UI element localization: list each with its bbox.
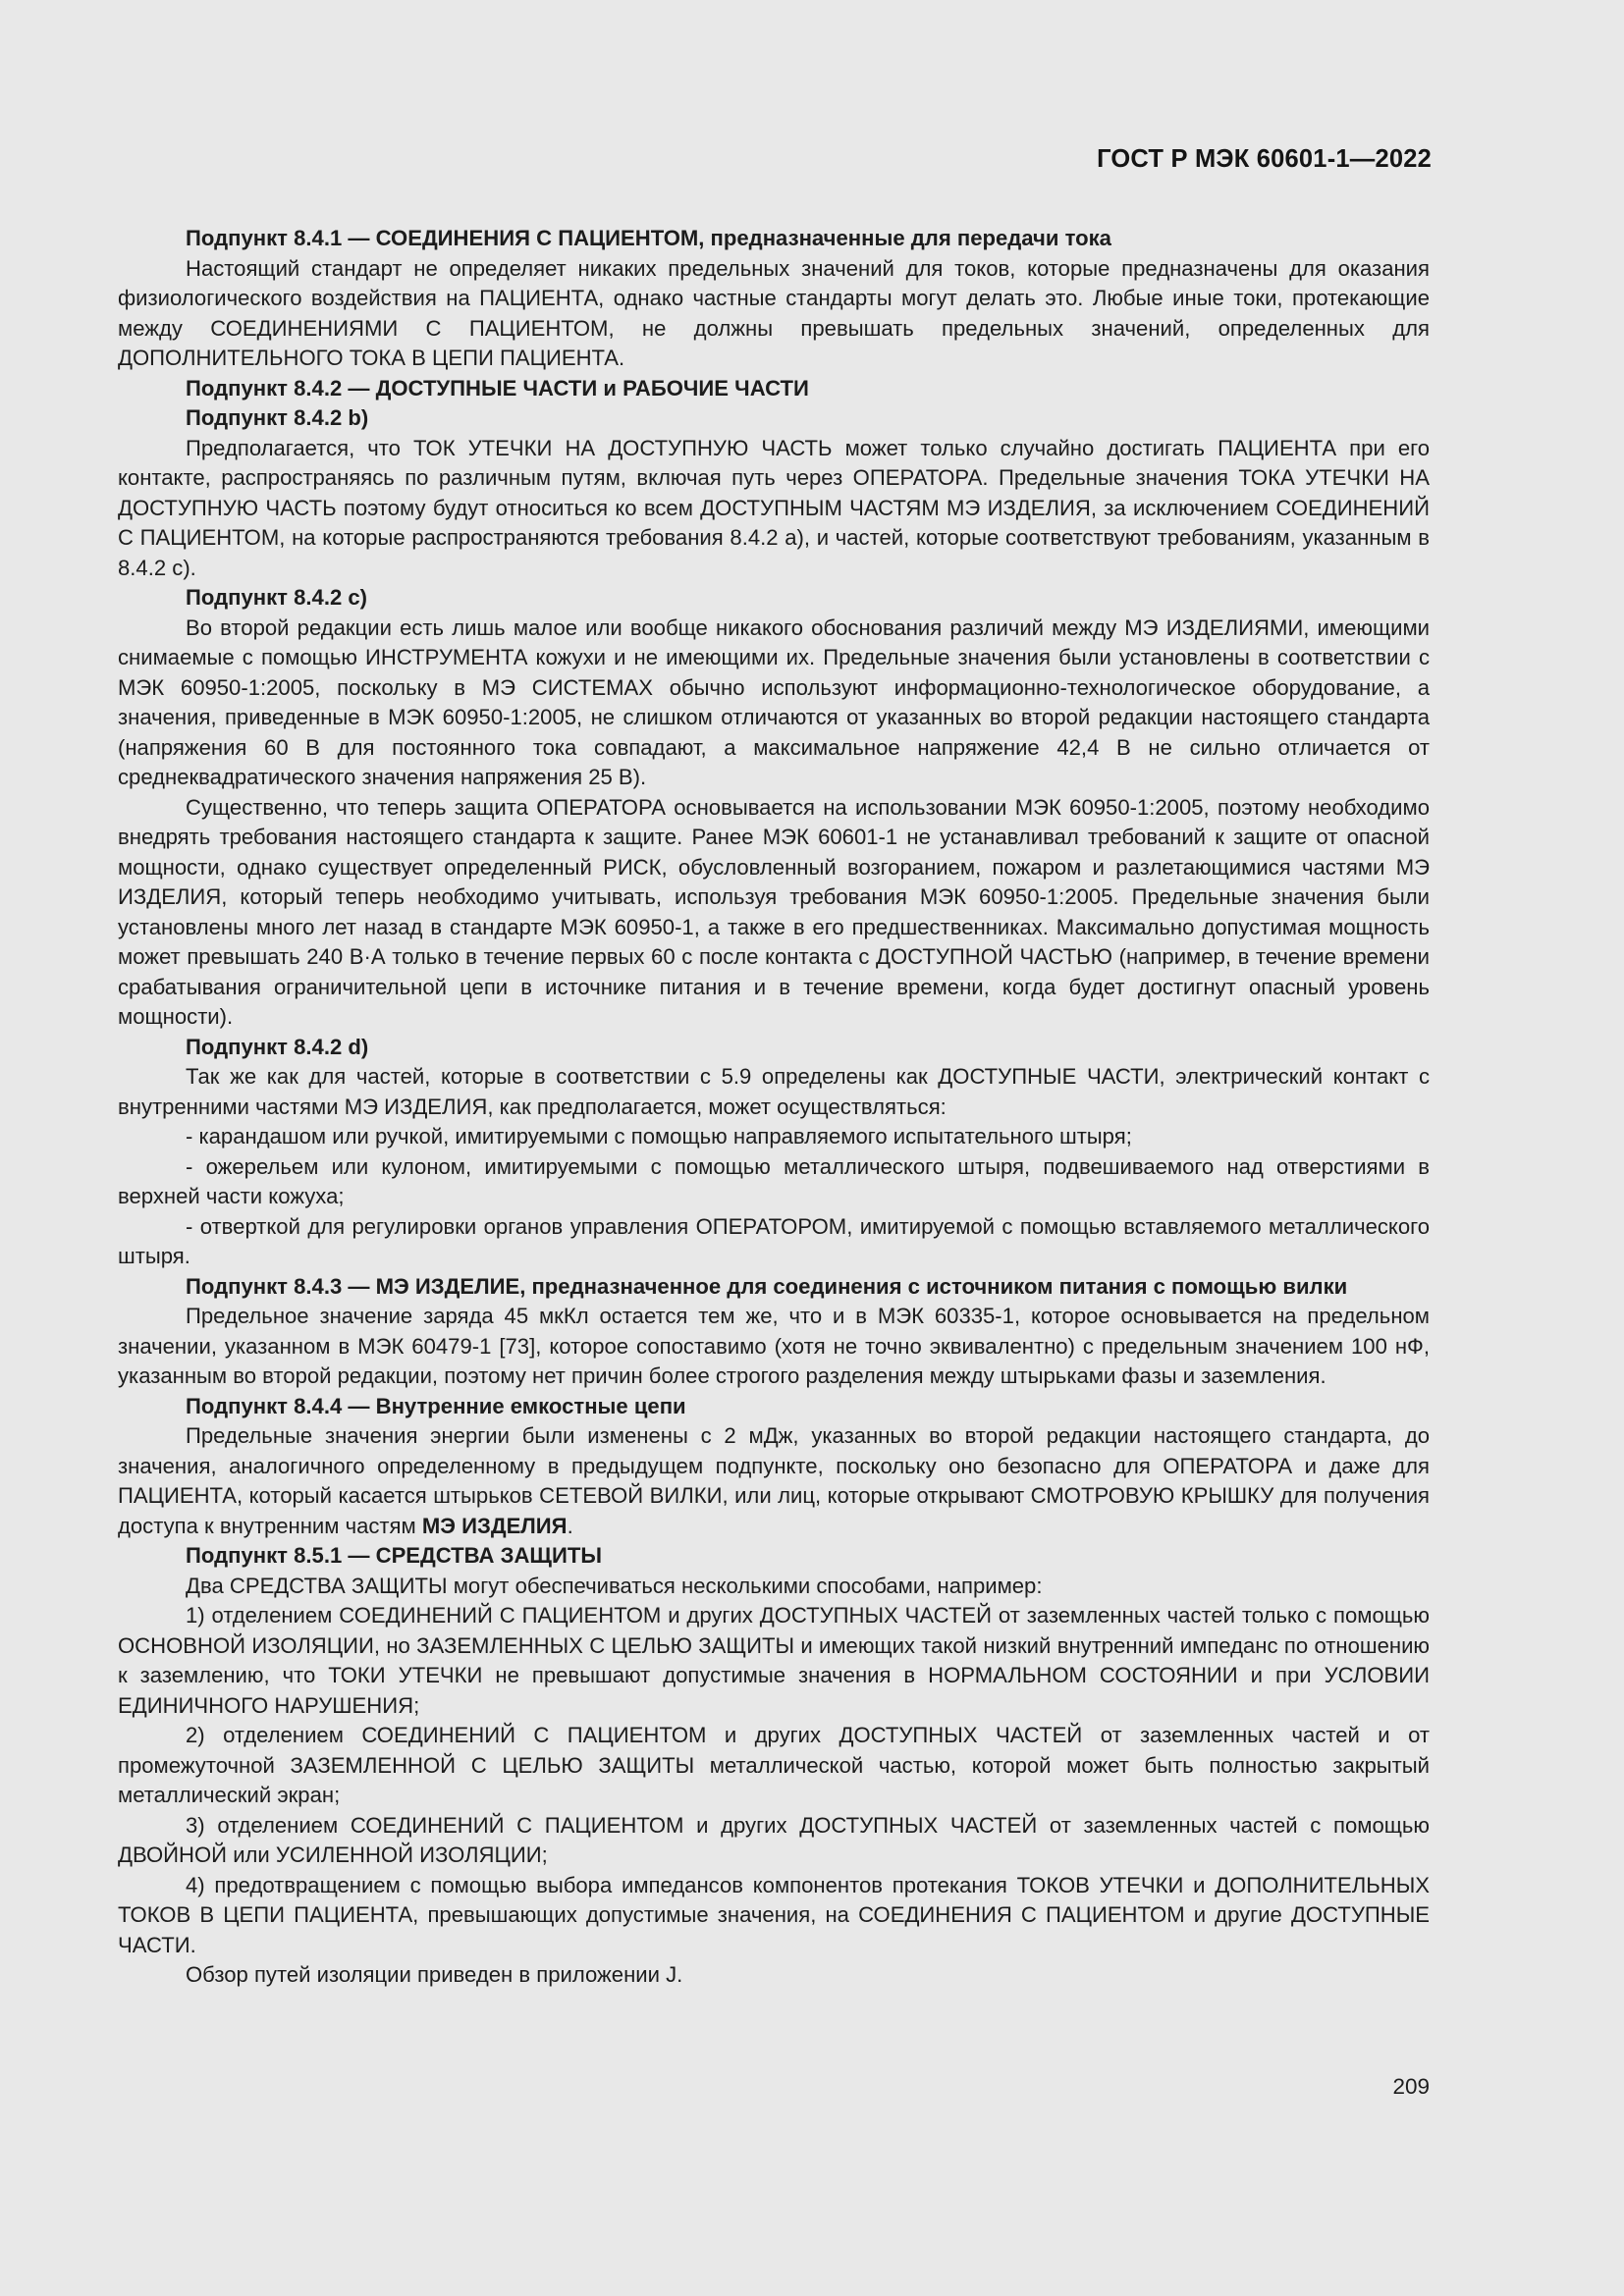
body-paragraph: Настоящий стандарт не определяет никаких предельных значений для токов, которые предназначены для оказания физиологического воздействия на ПАЦИЕНТА, однако частные стандарты могут делать это. Любые иные токи, протекающие между СОЕДИНЕНИЯМИ С ПАЦИЕНТОМ, не должны превышать предельных значений, определенных для ДОПОЛНИТЕЛЬНОГО ТОКА В ЦЕПИ ПАЦИЕНТА. bbox=[118, 255, 1430, 370]
subclause-heading: Подпункт 8.4.1 — СОЕДИНЕНИЯ С ПАЦИЕНТОМ, предназначенные для передачи тока bbox=[186, 226, 1111, 250]
subclause-heading: Подпункт 8.4.2 с) bbox=[186, 585, 368, 610]
dash-list-item: - карандашом или ручкой, имитируемыми с помощью направляемого испытательного штыря; bbox=[186, 1124, 1132, 1148]
subclause-heading: Подпункт 8.4.3 — МЭ ИЗДЕЛИЕ, предназначенное для соединения с источником питания с помощью вилки bbox=[186, 1273, 1348, 1299]
body-paragraph: Так же как для частей, которые в соответствии с 5.9 определены как ДОСТУПНЫЕ ЧАСТИ, электрический контакт с внутренними частями МЭ ИЗДЕЛИЯ, как предполагается, может осуществляться: bbox=[118, 1064, 1430, 1119]
body-paragraph: Во второй редакции есть лишь малое или вообще никакого обоснования различий между МЭ ИЗДЕЛИЯМИ, имеющими снимаемые с помощью ИНСТРУМЕНТА кожухи и не имеющими их. Предельные значения были установлены в соответствии с МЭК 60950-1:2005, поскольку в МЭ СИСТЕМАХ обычно используют информационно-технологическое оборудование, а значения, приведенные в МЭК 60950-1:2005, не слишком отличаются от указанных во второй редакции настоящего стандарта (напряжения 60 В для постоянного тока совпадают, а максимальное напряжение 42,4 В не сильно отличается от среднеквадратического значения напряжения 25 В). bbox=[118, 614, 1430, 789]
dash-list-item: - отверткой для регулировки органов управления ОПЕРАТОРОМ, имитируемой с помощью вставляемого металлического штыря. bbox=[118, 1213, 1430, 1268]
subclause-heading: Подпункт 8.4.2 d) bbox=[186, 1034, 369, 1059]
subclause-heading: Подпункт 8.4.2 — ДОСТУПНЫЕ ЧАСТИ и РАБОЧИЕ ЧАСТИ bbox=[186, 375, 809, 400]
document-body bbox=[118, 224, 1430, 1991]
page-number: 209 bbox=[1392, 2074, 1430, 2099]
body-paragraph: Предельное значение заряда 45 мкКл остается тем же, что и в МЭК 60335-1, которое основывается на предельном значении, указанном в МЭК 60479-1 [73], которое сопоставимо (хотя не точно эквивалентно) с предельным значением 100 нФ, указанным во второй редакции, поэтому нет причин более строгого разделения между штырьками фазы и заземления. bbox=[118, 1304, 1430, 1388]
numbered-list-item: 1) отделением СОЕДИНЕНИЙ С ПАЦИЕНТОМ и других ДОСТУПНЫХ ЧАСТЕЙ от заземленных частей только с помощью ОСНОВНОЙ ИЗОЛЯЦИИ, но ЗАЗЕМЛЕННЫХ С ЦЕЛЬЮ ЗАЩИТЫ и имеющих такой низкий внутренний импеданс по отношению к заземлению, что ТОКИ УТЕЧКИ не превышают допустимые значения в НОРМАЛЬНОМ СОСТОЯНИИ и при УСЛОВИИ ЕДИНИЧНОГО НАРУШЕНИЯ; bbox=[118, 1603, 1430, 1718]
body-paragraph: Два СРЕДСТВА ЗАЩИТЫ могут обеспечиваться несколькими способами, например: bbox=[186, 1573, 1043, 1598]
bold-term: МЭ ИЗДЕЛИЯ bbox=[421, 1513, 568, 1538]
numbered-list-item: 2) отделением СОЕДИНЕНИЙ С ПАЦИЕНТОМ и других ДОСТУПНЫХ ЧАСТЕЙ от заземленных частей и от промежуточной ЗАЗЕМЛЕННОЙ С ЦЕЛЬЮ ЗАЩИТЫ металлической частью, которой может быть полностью закрытый металлический экран; bbox=[118, 1723, 1430, 1807]
body-paragraph bbox=[118, 1421, 1430, 1541]
body-paragraph: Предполагается, что ТОК УТЕЧКИ НА ДОСТУПНУЮ ЧАСТЬ может только случайно достигать ПАЦИЕНТА при его контакте, распространяясь по различным путям, включая путь через ОПЕРАТОРА. Предельные значения ТОКА УТЕЧКИ НА ДОСТУПНУЮ ЧАСТЬ поэтому будут относиться ко всем ДОСТУПНЫМ ЧАСТЯМ МЭ ИЗДЕЛИЯ, за исключением СОЕДИНЕНИЙ С ПАЦИЕНТОМ, на которые распространяются требования 8.4.2 а), и частей, которые соответствуют требованиям, указанным в 8.4.2 с). bbox=[118, 435, 1430, 580]
body-paragraph-text: Предельные значения энергии были изменены с 2 мДж, указанных во второй редакции настоящего стандарта, до значения, аналогичного определенному в предыдущем подпункте, поскольку оно безопасно для ОПЕРАТОРА и даже для ПАЦИЕНТА, который касается штырьков СЕТЕВОЙ ВИЛКИ, или лиц, которые открывают СМОТРОВУЮ КРЫШКУ для получения доступа к внутренним частям bbox=[118, 1423, 1430, 1538]
numbered-list-item: 4) предотвращением с помощью выбора импедансов компонентов протекания ТОКОВ УТЕЧКИ и ДОПОЛНИТЕЛЬНЫХ ТОКОВ В ЦЕПИ ПАЦИЕНТА, превышающих допустимые значения, на СОЕДИНЕНИЯ С ПАЦИЕНТОМ и другие ДОСТУПНЫЕ ЧАСТИ. bbox=[118, 1872, 1430, 1957]
body-paragraph: Обзор путей изоляции приведен в приложении J. bbox=[186, 1962, 683, 1987]
subclause-heading: Подпункт 8.4.4 — Внутренние емкостные цепи bbox=[186, 1393, 686, 1418]
body-paragraph: Существенно, что теперь защита ОПЕРАТОРА основывается на использовании МЭК 60950-1:2005, поэтому необходимо внедрять требования настоящего стандарта к защите. Ранее МЭК 60601-1 не устанавливал требований к защите от опасной мощности, однако существует определенный РИСК, обусловленный возгоранием, пожаром и разлетающимися частями МЭ ИЗДЕЛИЯ, который теперь необходимо учитывать, используя требования МЭК 60950-1:2005. Предельные значения были установлены много лет назад в стандарте МЭК 60950-1, а также в его предшественниках. Максимально допустимая мощность может превышать 240 В·А только в течение первых 60 с после контакта с ДОСТУПНОЙ ЧАСТЬЮ (например, в течение времени срабатывания ограничительной цепи в источнике питания и в течение времени, когда будет достигнут опасный уровень мощности). bbox=[118, 794, 1430, 1029]
subclause-heading: Подпункт 8.4.2 b) bbox=[186, 405, 369, 430]
document-header: ГОСТ Р МЭК 60601-1—2022 bbox=[1097, 145, 1432, 173]
subclause-heading: Подпункт 8.5.1 — СРЕДСТВА ЗАЩИТЫ bbox=[186, 1543, 602, 1568]
numbered-list-item: 3) отделением СОЕДИНЕНИЙ С ПАЦИЕНТОМ и других ДОСТУПНЫХ ЧАСТЕЙ от заземленных частей с помощью ДВОЙНОЙ или УСИЛЕННОЙ ИЗОЛЯЦИИ; bbox=[118, 1812, 1430, 1867]
body-paragraph-tail: . bbox=[567, 1513, 573, 1538]
dash-list-item: - ожерельем или кулоном, имитируемыми с помощью металлического штыря, подвешиваемого над отверстиями в верхней части кожуха; bbox=[118, 1153, 1430, 1208]
